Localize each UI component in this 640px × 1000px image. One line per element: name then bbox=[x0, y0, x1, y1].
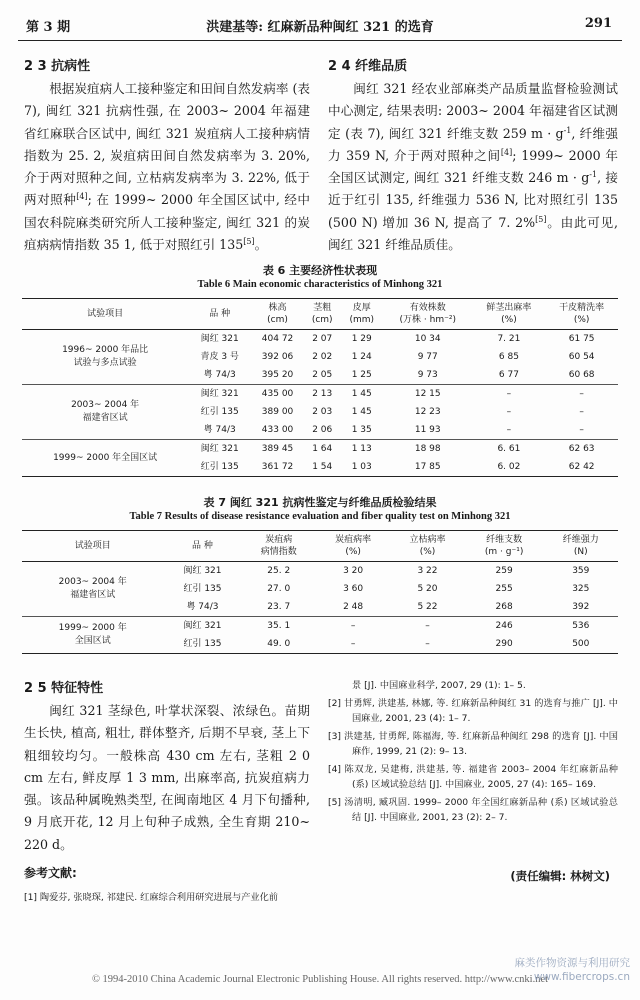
section-heading: 2 4 纤维品质 bbox=[328, 59, 408, 74]
section-fiber-quality bbox=[328, 56, 618, 256]
value-cell: – bbox=[545, 385, 618, 404]
reference-item: [2] 甘勇辉, 洪建基, 林娜, 等. 红麻新品种闽红 31 的选育与推广 [J]. 中国麻业, 2001, 23 (4): 1– 7. bbox=[328, 698, 618, 724]
value-cell: 246 bbox=[465, 617, 544, 636]
value-cell: 2 03 bbox=[312, 407, 333, 417]
value-cell: 268 bbox=[495, 602, 513, 612]
value-cell: 6. 02 bbox=[473, 458, 546, 477]
table6-header-cell: 株高 (cm) bbox=[251, 299, 304, 330]
trial-group-label: 1999~ 2000 年 全国区试 bbox=[22, 617, 163, 654]
value-cell: 2 07 bbox=[304, 330, 341, 349]
value-cell: 1 45 bbox=[351, 407, 372, 417]
value-cell: 1 64 bbox=[304, 440, 341, 459]
trial-group-label: 2003~ 2004 年 福建省区试 bbox=[22, 562, 163, 617]
variety-cell: 粤 74/3 bbox=[203, 370, 236, 380]
value-cell: – bbox=[579, 425, 584, 435]
table6-caption: 表 6 主要经济性状表现 bbox=[262, 264, 378, 277]
trial-group-label: 2003~ 2004 年 福建省区试 bbox=[22, 385, 188, 440]
value-cell: 12 15 bbox=[383, 385, 473, 404]
section-body: 根据炭疽病人工接种鉴定和田间自然发病率 (表 7), 闽红 321 抗病性强, 在 2003~ 2004 年福建省红麻联合区试中, 闽红 321 炭疽病人工接种病情指数为 25. 2, 炭疽病田间自然发病率为 3. 20%, 介于两对照种之间, 立枯病发病率为 3. 22%, 低于两对照种[4]; 在 1999~ 2000 年全国区试中, 经中国农科院麻类研究所人工接种鉴定, 闽红 321 的炭疽病病情指数 35 1, 低于对照红引 135[5]。 bbox=[24, 81, 310, 253]
table7-caption-en: Table 7 Results of disease resistance evaluation and fiber quality test on Minhong 321 bbox=[129, 511, 511, 522]
value-cell: – bbox=[390, 635, 464, 654]
table7-header-cell: 纤维支数 (m · g⁻¹) bbox=[465, 531, 544, 562]
value-cell: 433 00 bbox=[261, 425, 294, 435]
reference-item: [5] 汤清明, 臧巩固. 1999– 2000 年全国红麻新品种 (系) 区域试验总结 [J]. 中国麻业, 2001, 23 (2): 2– 7. bbox=[328, 797, 618, 823]
value-cell: 7. 21 bbox=[473, 330, 546, 349]
value-cell: – bbox=[316, 617, 390, 636]
table7-header-cell: 试验项目 bbox=[22, 531, 163, 562]
trial-group-label: 1999~ 2000 年全国区试 bbox=[22, 440, 188, 477]
variety-cell: 红引 135 bbox=[200, 407, 239, 417]
variety-cell: 红引 135 bbox=[163, 635, 241, 654]
value-cell: 290 bbox=[465, 635, 544, 654]
variety-cell: 红引 135 bbox=[183, 584, 222, 594]
value-cell: 3 20 bbox=[316, 562, 390, 581]
section-body: 闽红 321 经农业部麻类产品质量监督检验测试中心测定, 结果表明: 2003~ 2004 年福建省区试测定 (表 7), 闽红 321 纤维支数 259 $m \cdot g^{-1}$, 纤维强力 359 N, 介于两对照种之间[4]; 1999~ 2000 年全国区试测定, 闽红 321 纤维支数 246 $m \cdot g^{-1}$, 接近于红引 135, 纤维强力 536 N, 比对照红引 135 (500 N) 增加 36 N, 提高了 7. 2%[5]。由此可见, 闽红 321 纤维品质佳。 bbox=[328, 81, 619, 253]
watermark-url: www.fibercrops.cn bbox=[533, 971, 630, 983]
value-cell: 359 bbox=[544, 562, 618, 581]
value-cell: 2 48 bbox=[343, 602, 364, 612]
reference-item: [3] 洪建基, 甘勇辉, 陈福海, 等. 红麻新品种闽红 298 的选育 [J]. 中国麻作, 1999, 21 (2): 9– 13. bbox=[328, 731, 618, 757]
value-cell: 325 bbox=[572, 584, 590, 594]
table-row bbox=[22, 617, 618, 636]
table6-header-cell: 有效株数 (万株 · hm⁻²) bbox=[383, 299, 473, 330]
variety-cell: 闽红 321 bbox=[163, 562, 241, 581]
table7 bbox=[22, 530, 618, 654]
value-cell: 1 54 bbox=[304, 458, 341, 477]
variety-cell: 闽红 321 bbox=[188, 385, 251, 404]
value-cell: 1 13 bbox=[341, 440, 383, 459]
value-cell: 27. 0 bbox=[267, 584, 291, 594]
value-cell: – bbox=[579, 407, 584, 417]
value-cell: 2 13 bbox=[304, 385, 341, 404]
running-title: 洪建基等: 红麻新品种闽红 321 的选育 bbox=[206, 20, 434, 35]
table7-header-cell: 炭疽病 病情指数 bbox=[242, 531, 316, 562]
value-cell: 2 02 bbox=[312, 352, 333, 362]
value-cell: 10 34 bbox=[383, 330, 473, 349]
variety-cell: 粤 74/3 bbox=[186, 602, 219, 612]
value-cell: 12 23 bbox=[414, 407, 441, 417]
value-cell: 1 03 bbox=[341, 458, 383, 477]
variety-cell: 青皮 3 号 bbox=[200, 352, 239, 362]
value-cell: 500 bbox=[544, 635, 618, 654]
value-cell: 9 73 bbox=[417, 370, 438, 380]
variety-cell: 红引 135 bbox=[188, 458, 251, 477]
copyright-footer: © 1994-2010 China Academic Journal Electronic Publishing House. All rights reserved. http://www.cnki.net bbox=[91, 974, 549, 985]
table-row bbox=[22, 562, 618, 581]
references-list bbox=[328, 678, 618, 828]
table7-header-cell: 立枯病率 (%) bbox=[390, 531, 464, 562]
table6-caption-en: Table 6 Main economic characteristics of Minhong 321 bbox=[197, 279, 443, 290]
value-cell: 62 42 bbox=[545, 458, 618, 477]
section-heading: 2 3 抗病性 bbox=[24, 59, 91, 74]
table-row bbox=[22, 440, 618, 459]
value-cell: 389 45 bbox=[251, 440, 304, 459]
value-cell: 1 45 bbox=[341, 385, 383, 404]
value-cell: 11 93 bbox=[414, 425, 441, 435]
value-cell: 5 22 bbox=[417, 602, 438, 612]
trial-group-label: 1996~ 2000 年品比 试验与多点试验 bbox=[22, 330, 188, 385]
value-cell: 3 60 bbox=[343, 584, 364, 594]
value-cell: 259 bbox=[465, 562, 544, 581]
table-row bbox=[22, 385, 618, 404]
value-cell: 9 77 bbox=[417, 352, 438, 362]
value-cell: 23. 7 bbox=[267, 602, 291, 612]
table7-header-cell: 纤维强力 (N) bbox=[544, 531, 618, 562]
value-cell: 60 68 bbox=[568, 370, 595, 380]
value-cell: 17 85 bbox=[383, 458, 473, 477]
page-number: 291 bbox=[584, 16, 612, 31]
value-cell: 2 06 bbox=[312, 425, 333, 435]
value-cell: 435 00 bbox=[251, 385, 304, 404]
value-cell: 1 35 bbox=[351, 425, 372, 435]
table-row bbox=[22, 330, 618, 349]
value-cell: 1 25 bbox=[351, 370, 372, 380]
value-cell: 5 20 bbox=[417, 584, 438, 594]
value-cell: 25. 2 bbox=[242, 562, 316, 581]
table6-header-cell: 试验项目 bbox=[22, 299, 188, 330]
value-cell: – bbox=[473, 385, 546, 404]
table6-header-cell: 鲜茎出麻率 (%) bbox=[473, 299, 546, 330]
site-watermark bbox=[515, 956, 631, 984]
value-cell: 6 77 bbox=[498, 370, 519, 380]
issue-number: 第 3 期 bbox=[26, 20, 71, 35]
reference-item: [4] 陈双龙, 吴建梅, 洪建基, 等. 福建省 2003– 2004 年红麻新品种 (系) 区域试验总结 [J]. 中国麻业, 2005, 27 (4): 165– 169. bbox=[328, 764, 618, 790]
table6-header-cell: 茎粗 (cm) bbox=[304, 299, 341, 330]
value-cell: 255 bbox=[495, 584, 513, 594]
value-cell: 60 54 bbox=[568, 352, 595, 362]
value-cell: 62 63 bbox=[545, 440, 618, 459]
table7-caption: 表 7 闽红 321 抗病性鉴定与纤维品质检验结果 bbox=[203, 496, 437, 509]
variety-cell: 闽红 321 bbox=[188, 330, 251, 349]
value-cell: 1 29 bbox=[341, 330, 383, 349]
value-cell: 49. 0 bbox=[242, 635, 316, 654]
references-heading: 参考文献: bbox=[24, 866, 77, 881]
value-cell: 18 98 bbox=[383, 440, 473, 459]
table7-header-cell: 炭疽病率 (%) bbox=[316, 531, 390, 562]
value-cell: 392 06 bbox=[261, 352, 294, 362]
editor-note: (责任编辑: 林树文) bbox=[510, 869, 610, 883]
table6-header-cell: 皮厚 (mm) bbox=[341, 299, 383, 330]
section-heading: 2 5 特征特性 bbox=[24, 681, 104, 696]
section-characteristics bbox=[24, 678, 310, 908]
value-cell: 1 24 bbox=[351, 352, 372, 362]
value-cell: 536 bbox=[544, 617, 618, 636]
value-cell: 2 05 bbox=[312, 370, 333, 380]
section-body: 闽红 321 茎绿色, 叶掌状深裂、浓绿色。苗期生长快, 植高, 粗壮, 群体整齐, 后期不早衰, 茎上下粗细较均匀。一般株高 430 cm 左右, 茎粗 2 0 cm 左右, 鲜皮厚 1 3 mm, 出麻率高, 抗炭疽病力强。该品种属晚熟类型, 在闽南地区 4 月下旬播种, 9 月底开花, 12 月上旬种子成熟, 全生育期 210~ 220 d。 bbox=[24, 703, 310, 852]
variety-cell: 闽红 321 bbox=[188, 440, 251, 459]
variety-cell: 闽红 321 bbox=[163, 617, 241, 636]
value-cell: 389 00 bbox=[261, 407, 294, 417]
value-cell: 361 72 bbox=[251, 458, 304, 477]
header-rule bbox=[18, 40, 622, 41]
table6-header-cell: 品 种 bbox=[188, 299, 251, 330]
value-cell: – bbox=[316, 635, 390, 654]
value-cell: 3 22 bbox=[390, 562, 464, 581]
value-cell: 6. 61 bbox=[473, 440, 546, 459]
value-cell: 395 20 bbox=[261, 370, 294, 380]
value-cell: 392 bbox=[572, 602, 590, 612]
reference-item: [1] 陶爱芬, 张晓琛, 祁建民. 红麻综合利用研究进展与产业化前 bbox=[24, 892, 278, 904]
variety-cell: 粤 74/3 bbox=[203, 425, 236, 435]
value-cell: 404 72 bbox=[251, 330, 304, 349]
value-cell: 61 75 bbox=[545, 330, 618, 349]
table6 bbox=[22, 298, 618, 477]
value-cell: – bbox=[390, 617, 464, 636]
value-cell: – bbox=[506, 425, 512, 435]
running-header bbox=[18, 14, 622, 36]
watermark-title: 麻类作物资源与利用研究 bbox=[514, 957, 630, 969]
table6-header-cell: 干皮精洗率 (%) bbox=[545, 299, 618, 330]
value-cell: – bbox=[506, 407, 512, 417]
section-disease-resistance bbox=[24, 56, 310, 256]
reference-item: 景 [J]. 中国麻业科学, 2007, 29 (1): 1– 5. bbox=[352, 680, 526, 691]
value-cell: 6 85 bbox=[498, 352, 519, 362]
value-cell: 35. 1 bbox=[242, 617, 316, 636]
table7-header-cell: 品 种 bbox=[163, 531, 241, 562]
